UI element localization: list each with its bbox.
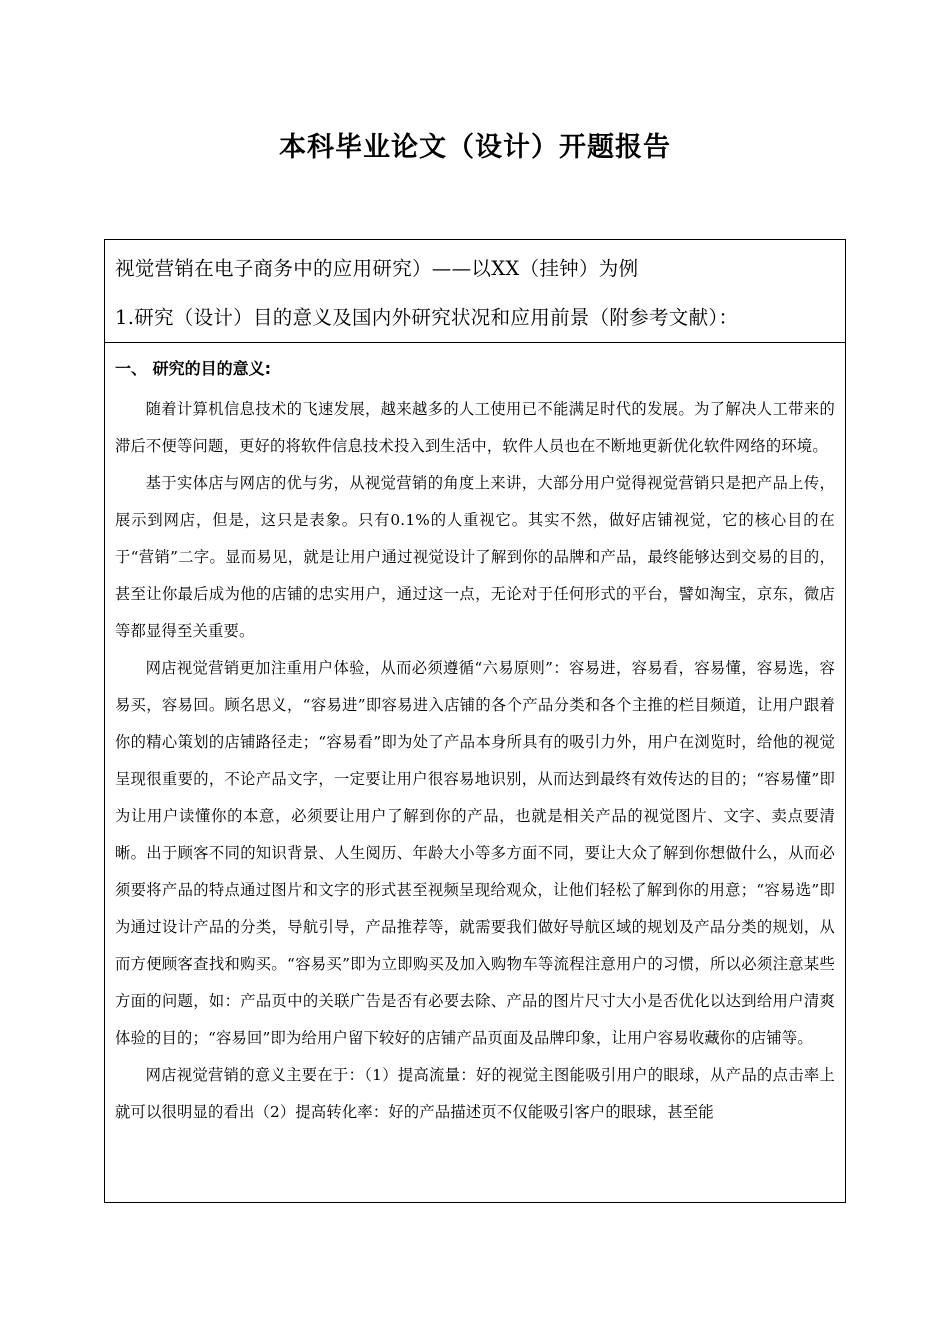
- paragraph-2: 基于实体店与网店的优与劣，从视觉营销的角度上来讲，大部分用户觉得视觉营销只是把产品上传，展示到网店，但是，这只是表象。只有0.1%的人重视它。其实不然，做好店铺视觉，它的核心目的在于“营销”二字。显而易见，就是让用户通过视觉设计了解到你的品牌和产品，最终能够达到交易的目的，甚至让你最后成为他的店铺的忠实用户，通过这一点，无论对于任何形式的平台，譬如淘宝，京东，微店等都显得至关重要。: [115, 474, 835, 640]
- document-title: 本科毕业论文（设计）开题报告: [279, 132, 671, 163]
- thesis-topic: 视觉营销在电子商务中的应用研究）——以XX（挂钟）为例: [115, 257, 639, 280]
- table-header-cell: [105, 240, 845, 343]
- paragraph-4: 网店视觉营销的意义主要在于：（1）提高流量：好的视觉主图能吸引用户的眼球，从产品的点击率上就可以很明显的看出（2）提高转化率：好的产品描述页不仅能吸引客户的眼球，甚至能: [115, 1066, 835, 1121]
- paragraph-3: 网店视觉营销更加注重用户体验，从而必须遵循“六易原则”：容易进，容易看，容易懂，容易选，容易买，容易回。顾名思义，“容易进”即容易进入店铺的各个产品分类和各个主推的栏目频道，让用户跟着你的精心策划的店铺路径走；“容易看”即为处了产品本身所具有的吸引力外，用户在浏览时，给他的视觉呈现很重要的，不论产品文字，一定要让用户很容易地识别，从而达到最终有效传达的目的；“容易懂”即为让用户读懂你的本意，必须要让用户了解到你的产品，也就是相关产品的视觉图片、文字、卖点要清晰。出于顾客不同的知识背景、人生阅历、年龄大小等多方面不同，要让大众了解到你想做什么，从而必须要将产品的特点通过图片和文字的形式甚至视频呈现给观众，让他们轻松了解到你的用意；“容易选”即为通过设计产品的分类，导航引导，产品推荐等，就需要我们做好导航区域的规划及产品分类的规划，从而方便顾客查找和购买。“容易买”即为立即购买及加入购物车等流程注意用户的习惯，所以必须注意某些方面的问题，如：产品页中的关联广告是否有必要去除、产品的图片尺寸大小是否优化以达到给用户清爽体验的目的；“容易回”即为给用户留下较好的店铺产品页面及品牌印象，让用户容易收藏你的店铺等。: [115, 659, 835, 1047]
- section-heading: 一、 研究的目的意义:: [115, 359, 271, 378]
- proposal-table: [104, 239, 846, 1203]
- table-body-cell: [105, 343, 845, 1131]
- paragraph-1: 随着计算机信息技术的飞速发展，越来越多的人工使用已不能满足时代的发展。为了解决人工带来的滞后不便等问题，更好的将软件信息技术投入到生活中，软件人员也在不断地更新优化软件网络的环境。: [115, 400, 835, 455]
- section-prompt: 1.研究（设计）目的意义及国内外研究状况和应用前景（附参考文献）：: [115, 306, 739, 329]
